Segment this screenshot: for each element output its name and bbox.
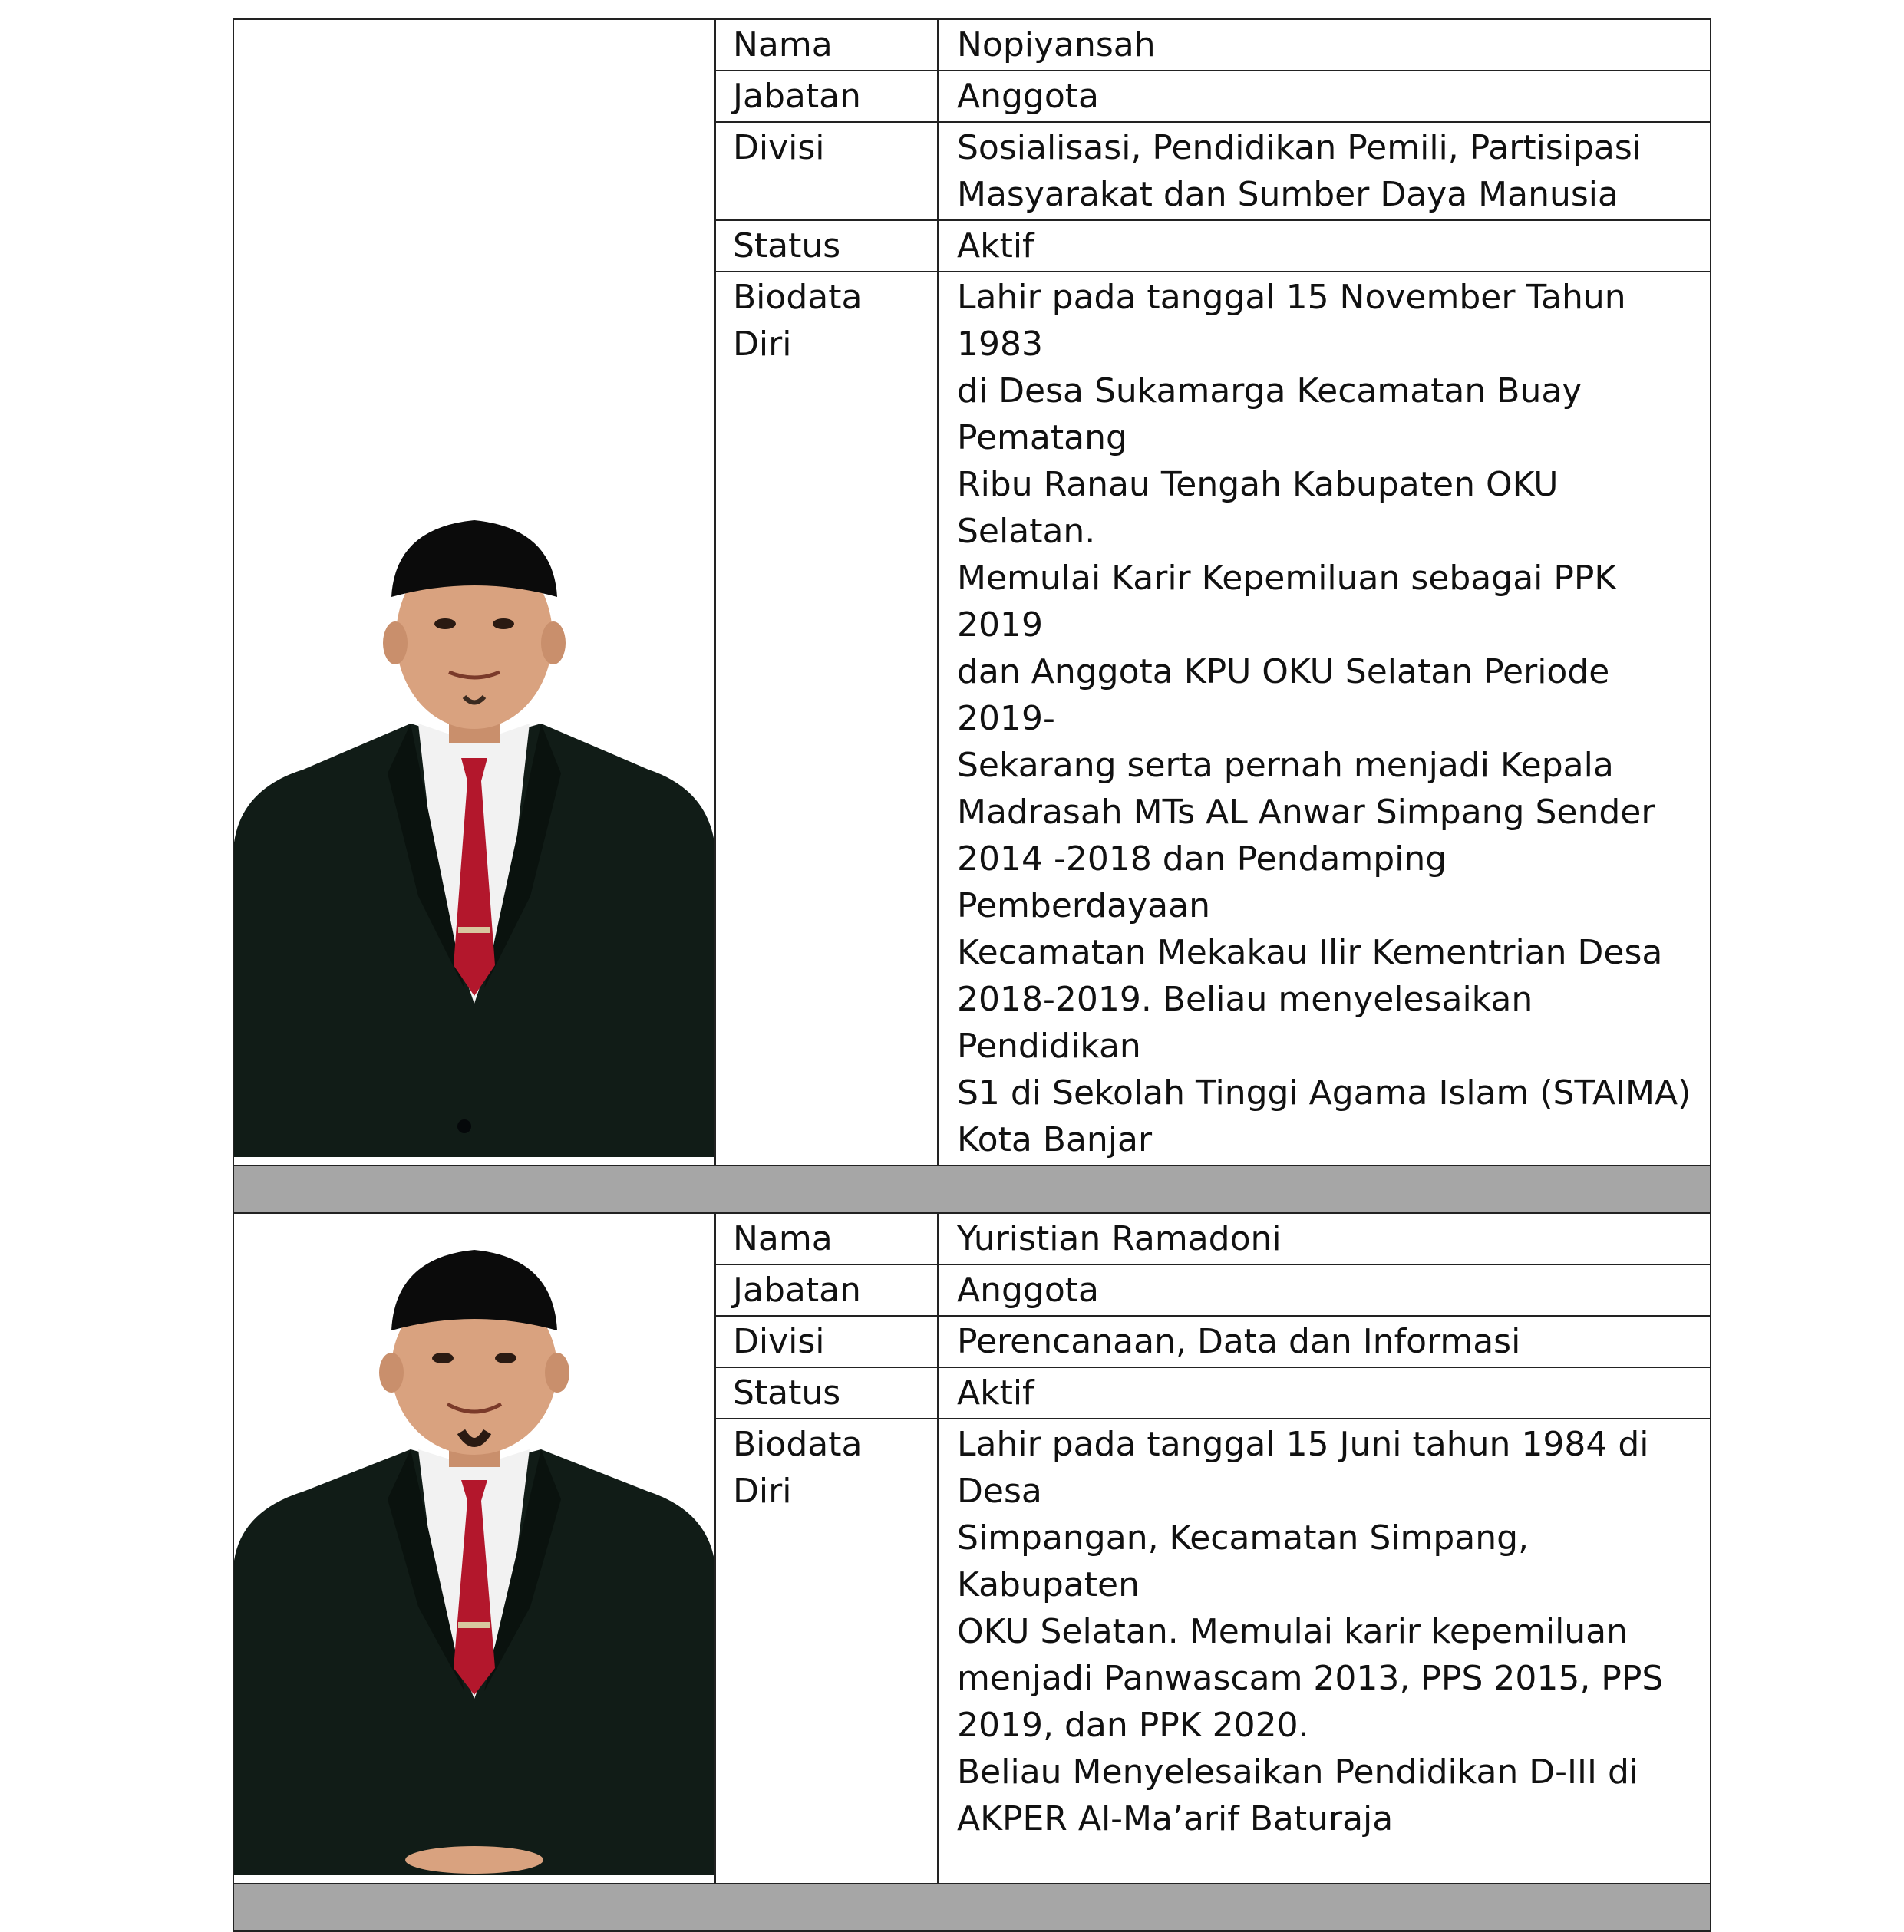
- separator-row: [233, 1165, 1711, 1213]
- label-status: Status: [715, 1367, 938, 1419]
- label-divisi: Divisi: [715, 1316, 938, 1367]
- label-divisi: Divisi: [715, 122, 938, 220]
- value-biodata: Lahir pada tanggal 15 November Tahun 1983 di Desa Sukamarga Kecamatan Buay Pematang Ribu Ranau Tengah Kabupaten OKU Selatan. Memulai Karir Kepemiluan sebagai PPK 2019 dan Anggota KPU OKU Selatan Periode 2019- Sekarang serta pernah menjadi Kepala Madrasah MTs AL Anwar Simpang Sender 2014 -2018 dan Pendamping Pemberdayaan Kecamatan Mekakau Ilir Kementrian Desa 2018-2019. Beliau menyelesaikan Pendidikan S1 di Sekolah Tinggi Agama Islam (STAIMA) Kota Banjar: [938, 272, 1711, 1165]
- member-2-row-nama: [233, 1213, 1711, 1264]
- label-jabatan: Jabatan: [715, 1264, 938, 1316]
- value-jabatan: Anggota: [938, 71, 1711, 122]
- member-2-photo: [233, 1213, 715, 1884]
- label-nama: Nama: [715, 19, 938, 71]
- value-divisi: Sosialisasi, Pendidikan Pemili, Partisipasi Masyarakat dan Sumber Daya Manusia: [938, 122, 1711, 220]
- label-biodata: Biodata Diri: [715, 1419, 938, 1884]
- value-status: Aktif: [938, 1367, 1711, 1419]
- value-jabatan: Anggota: [938, 1264, 1711, 1316]
- portrait-photo-2: [234, 1223, 714, 1883]
- label-status: Status: [715, 220, 938, 272]
- portrait-photo-1: [234, 467, 714, 1165]
- label-nama: Nama: [715, 1213, 938, 1264]
- members-table: [233, 18, 1711, 1932]
- value-nama: Nopiyansah: [938, 19, 1711, 71]
- separator-row: [233, 1884, 1711, 1931]
- member-1-row-nama: [233, 19, 1711, 71]
- label-biodata: Biodata Diri: [715, 272, 938, 1165]
- label-jabatan: Jabatan: [715, 71, 938, 122]
- value-status: Aktif: [938, 220, 1711, 272]
- value-nama: Yuristian Ramadoni: [938, 1213, 1711, 1264]
- member-1-photo: [233, 19, 715, 1165]
- value-biodata: Lahir pada tanggal 15 Juni tahun 1984 di Desa Simpangan, Kecamatan Simpang, Kabupaten OKU Selatan. Memulai karir kepemiluan menjadi Panwascam 2013, PPS 2015, PPS 2019, dan PPK 2020. Beliau Menyelesaikan Pendidikan D-III di AKPER Al-Ma’arif Baturaja: [938, 1419, 1711, 1884]
- value-divisi: Perencanaan, Data dan Informasi: [938, 1316, 1711, 1367]
